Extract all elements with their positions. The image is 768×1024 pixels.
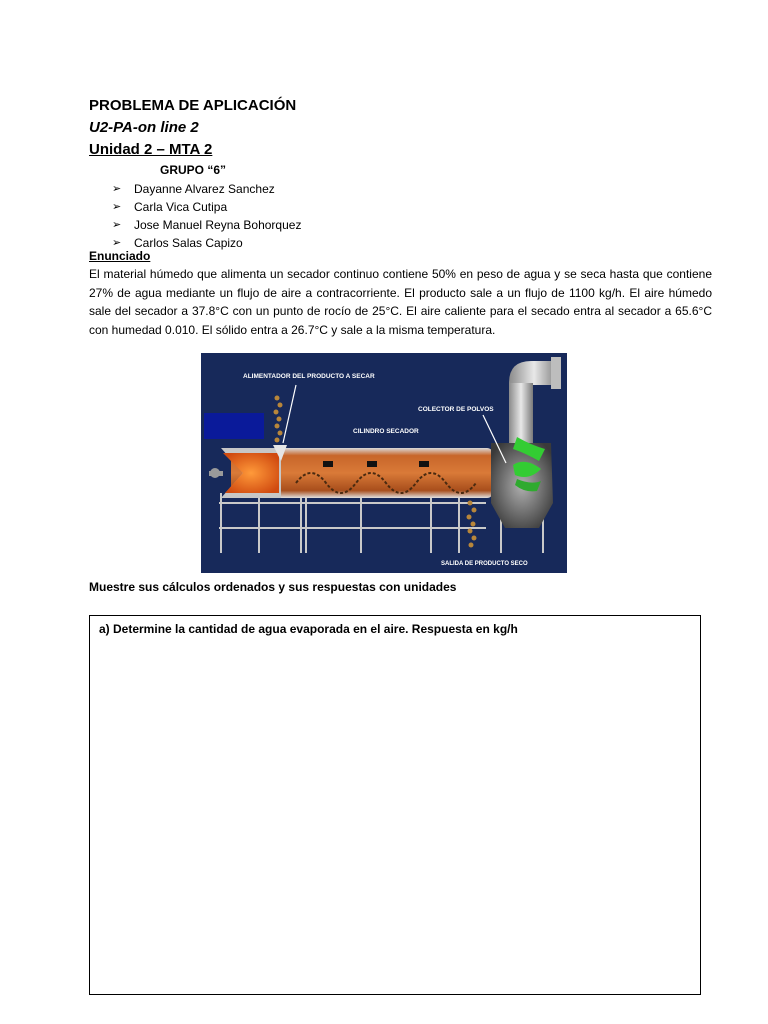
member-name: Carla Vica Cutipa [134, 200, 228, 214]
cylinder-label: CILINDRO SECADOR [353, 428, 419, 435]
arrow-bullet-icon: ➢ [112, 201, 122, 213]
question-a: a) Determine la cantidad de agua evaporada en el aire. Respuesta en kg/h [99, 622, 518, 636]
answer-box[interactable] [89, 615, 701, 995]
member-name: Carlos Salas Capizo [134, 236, 243, 250]
unit-title: Unidad 2 – MTA 2 [89, 141, 213, 158]
instructions-text: Muestre sus cálculos ordenados y sus respuestas con unidades [89, 580, 457, 594]
member-name: Jose Manuel Reyna Bohorquez [134, 218, 302, 232]
list-item [112, 198, 301, 216]
blue-panel [204, 413, 264, 439]
arrow-bullet-icon: ➢ [112, 237, 122, 249]
dust-collector-label: COLECTOR DE POLVOS [418, 406, 494, 413]
list-item [112, 216, 301, 234]
group-label: GRUPO “6” [160, 163, 227, 177]
dryer-diagram [201, 353, 567, 573]
feeder-label: ALIMENTADOR DEL PRODUCTO A SECAR [243, 373, 375, 380]
exhaust-pipe [509, 383, 533, 445]
outlet-label: SALIDA DE PRODUCTO SECO [441, 561, 528, 567]
arrow-bullet-icon: ➢ [112, 183, 122, 195]
page-title: PROBLEMA DE APLICACIÓN [89, 97, 297, 114]
list-item [112, 180, 301, 198]
enunciado-heading: Enunciado [89, 249, 151, 263]
arrow-bullet-icon: ➢ [112, 219, 122, 231]
member-name: Dayanne Alvarez Sanchez [134, 182, 275, 196]
page-subtitle: U2-PA-on line 2 [89, 119, 199, 136]
member-list [112, 180, 301, 252]
problem-statement: El material húmedo que alimenta un secador continuo contiene 50% en peso de agua y se seca hasta que contiene 27% de agua mediante un flujo de aire a contracorriente. El producto sale a un flujo de 1100 kg/h. El aire húmedo sale del secador a 37.8°C con un punto de rocío de 25°C. El aire caliente para el secado entra al secador a 65.6°C con humedad 0.010. El sólido entra a 26.7°C y sale a la misma temperatura. [89, 267, 712, 337]
